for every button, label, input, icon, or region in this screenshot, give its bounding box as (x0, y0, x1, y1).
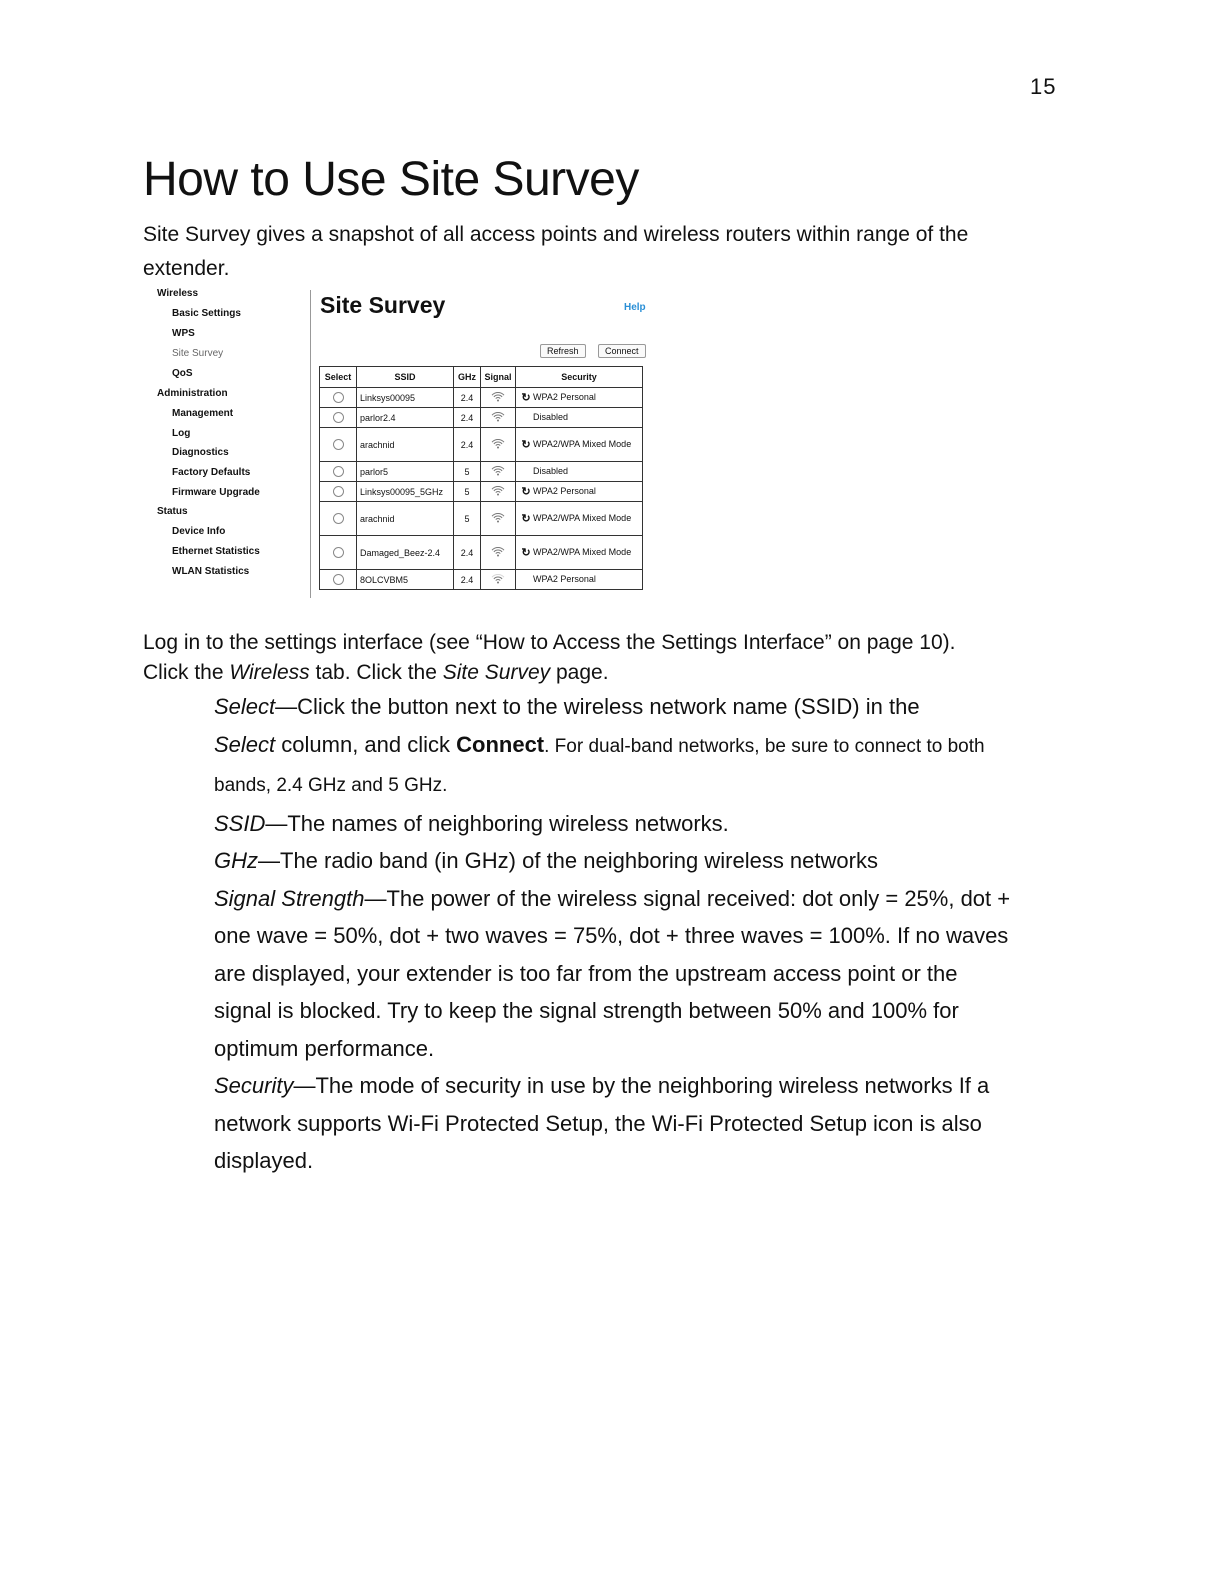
signal-cell (481, 482, 516, 502)
select-cell (320, 482, 357, 502)
security-text: WPA2 Personal (533, 574, 596, 584)
wps-icon: ↻ (521, 439, 531, 451)
ghz-cell: 2.4 (454, 388, 481, 408)
site-survey-table (319, 366, 643, 590)
wifi-signal-icon (491, 438, 505, 451)
intro-paragraph: Site Survey gives a snapshot of all access points and wireless routers within range of the extender. (143, 223, 969, 280)
table-row (320, 502, 643, 536)
connect-button[interactable]: Connect (598, 344, 646, 358)
table-row (320, 570, 643, 590)
column-header-signal: Signal (481, 367, 516, 388)
ssid-cell: Linksys00095 (357, 388, 454, 408)
instruction-text: page. (550, 661, 609, 684)
definition-ghz (214, 842, 1014, 880)
ssid-cell: parlor2.4 (357, 408, 454, 428)
select-radio[interactable] (333, 466, 344, 477)
security-text: WPA2/WPA Mixed Mode (533, 547, 632, 557)
select-radio[interactable] (333, 574, 344, 585)
security-cell (516, 536, 643, 570)
definition-text: —The power of the wireless signal received: dot only = 25%, dot + one wave = 50%, dot + two waves = 75%, dot + three waves = 100%. If no waves are displayed, your extender is too far from the upstream access point or the signal is blocked. Try to keep the signal strength between 50% and 100% for optimum performance. (214, 885, 1011, 1061)
signal-cell (481, 570, 516, 590)
security-text: Disabled (533, 412, 569, 422)
instruction-text: Click the (143, 661, 230, 684)
table-row (320, 408, 643, 428)
ssid-cell: arachnid (357, 428, 454, 462)
ssid-cell: arachnid (357, 502, 454, 536)
instruction-line-2 (143, 658, 1093, 688)
wps-icon: ↻ (521, 513, 531, 525)
ghz-cell: 5 (454, 462, 481, 482)
definition-text: —The mode of security in use by the neighboring wireless networks If a network supports Wi-Fi Protected Setup, the Wi-Fi Protected Setup icon is also displayed. (214, 1073, 990, 1173)
signal-cell (481, 388, 516, 408)
column-header-ghz: GHz (454, 367, 481, 388)
definition-text: —Click the button next to the wireless network name (SSID) in the (275, 694, 920, 719)
site-survey-heading: Site Survey (320, 292, 446, 318)
wps-icon: ↻ (521, 392, 531, 404)
refresh-button[interactable]: Refresh (540, 344, 586, 358)
security-cell (516, 462, 643, 482)
ghz-cell: 5 (454, 482, 481, 502)
menu-item[interactable]: Device Info (172, 526, 226, 537)
wifi-signal-icon (491, 465, 505, 478)
security-text: WPA2 Personal (533, 392, 596, 402)
wifi-signal-icon (491, 546, 505, 559)
definition-select (214, 688, 1014, 805)
select-cell (320, 408, 357, 428)
select-cell (320, 536, 357, 570)
select-radio[interactable] (333, 439, 344, 450)
menu-item[interactable]: Wireless (157, 288, 199, 299)
menu-item[interactable]: Firmware Upgrade (172, 487, 260, 498)
term-select-column: Select (214, 731, 276, 757)
column-header-ssid: SSID (357, 367, 454, 388)
ssid-cell: Linksys00095_5GHz (357, 482, 454, 502)
site-survey-page-term: Site Survey (442, 661, 551, 684)
select-radio[interactable] (333, 486, 344, 497)
term-select: Select (214, 694, 276, 719)
menu-item[interactable]: WPS (172, 328, 195, 339)
table-row (320, 462, 643, 482)
security-cell (516, 570, 643, 590)
security-text: WPA2 Personal (533, 486, 596, 496)
select-radio[interactable] (333, 547, 344, 558)
instruction-line-1: Log in to the settings interface (see “How to Access the Settings Interface” on page 10). (143, 631, 956, 654)
select-cell (320, 388, 357, 408)
select-cell (320, 502, 357, 536)
menu-item[interactable]: Ethernet Statistics (172, 546, 260, 557)
definition-ssid (214, 805, 1014, 843)
signal-cell (481, 536, 516, 570)
term-ghz: GHz (214, 848, 258, 873)
ssid-cell: Damaged_Beez-2.4 (357, 536, 454, 570)
column-header-select: Select (320, 367, 357, 388)
menu-divider (310, 290, 311, 598)
wifi-signal-icon (491, 391, 505, 404)
select-cell (320, 462, 357, 482)
menu-item[interactable]: Status (157, 506, 188, 517)
signal-cell (481, 462, 516, 482)
security-text: WPA2/WPA Mixed Mode (533, 513, 632, 523)
select-cell (320, 570, 357, 590)
wps-icon: ↻ (521, 486, 531, 498)
ghz-cell: 2.4 (454, 536, 481, 570)
ssid-cell: parlor5 (357, 462, 454, 482)
security-cell (516, 502, 643, 536)
field-definitions (214, 688, 1014, 1180)
definition-security (214, 1067, 1014, 1180)
menu-item[interactable]: Factory Defaults (172, 467, 251, 478)
ssid-cell: 8OLCVBM5 (357, 570, 454, 590)
menu-item[interactable]: Administration (157, 388, 228, 399)
security-text: WPA2/WPA Mixed Mode (533, 439, 632, 449)
wifi-signal-icon (491, 573, 505, 586)
page-number: 15 (1030, 74, 1057, 99)
wifi-signal-icon (491, 512, 505, 525)
table-row (320, 388, 643, 408)
column-header-security: Security (516, 367, 643, 388)
definition-text: column, and click (275, 731, 457, 757)
ghz-cell: 5 (454, 502, 481, 536)
term-security: Security (214, 1073, 294, 1098)
wireless-tab-term: Wireless (229, 661, 310, 684)
table-row (320, 482, 643, 502)
ghz-cell: 2.4 (454, 428, 481, 462)
signal-cell (481, 408, 516, 428)
definition-signal-strength (214, 880, 1014, 1068)
menu-item[interactable]: WLAN Statistics (172, 566, 250, 577)
wifi-signal-icon (491, 485, 505, 498)
help-link[interactable]: Help (624, 302, 646, 313)
menu-item[interactable]: Site Survey (172, 348, 224, 359)
table-row (320, 428, 643, 462)
select-radio[interactable] (333, 392, 344, 403)
table-row (320, 536, 643, 570)
ghz-cell: 2.4 (454, 408, 481, 428)
menu-item[interactable]: QoS (172, 368, 193, 379)
select-radio[interactable] (333, 412, 344, 423)
menu-item[interactable]: Log (172, 428, 191, 439)
definition-text: —The names of neighboring wireless networks. (265, 810, 729, 836)
select-cell (320, 428, 357, 462)
definition-text: . For dual-band networks, be sure to connect to both bands, 2.4 GHz and 5 GHz. (214, 735, 985, 796)
security-cell (516, 408, 643, 428)
page-title: How to Use Site Survey (143, 153, 639, 206)
wps-icon: ↻ (521, 547, 531, 559)
security-cell (516, 428, 643, 462)
signal-cell (481, 428, 516, 462)
menu-item[interactable]: Basic Settings (172, 308, 241, 319)
term-connect: Connect (456, 731, 545, 757)
security-text: Disabled (533, 466, 569, 476)
instruction-text: tab. Click the (309, 661, 443, 684)
security-cell (516, 388, 643, 408)
wifi-signal-icon (491, 411, 505, 424)
term-signal-strength: Signal Strength (214, 885, 365, 911)
definition-text: —The radio band (in GHz) of the neighboring wireless networks (258, 848, 878, 873)
menu-item[interactable]: Management (172, 408, 234, 419)
site-survey-screenshot (148, 288, 658, 600)
select-radio[interactable] (333, 513, 344, 524)
table-header-row (320, 367, 643, 388)
signal-cell (481, 502, 516, 536)
menu-item[interactable]: Diagnostics (172, 447, 229, 458)
security-cell (516, 482, 643, 502)
ghz-cell: 2.4 (454, 570, 481, 590)
instructions (143, 628, 1093, 688)
term-ssid: SSID (214, 810, 266, 836)
